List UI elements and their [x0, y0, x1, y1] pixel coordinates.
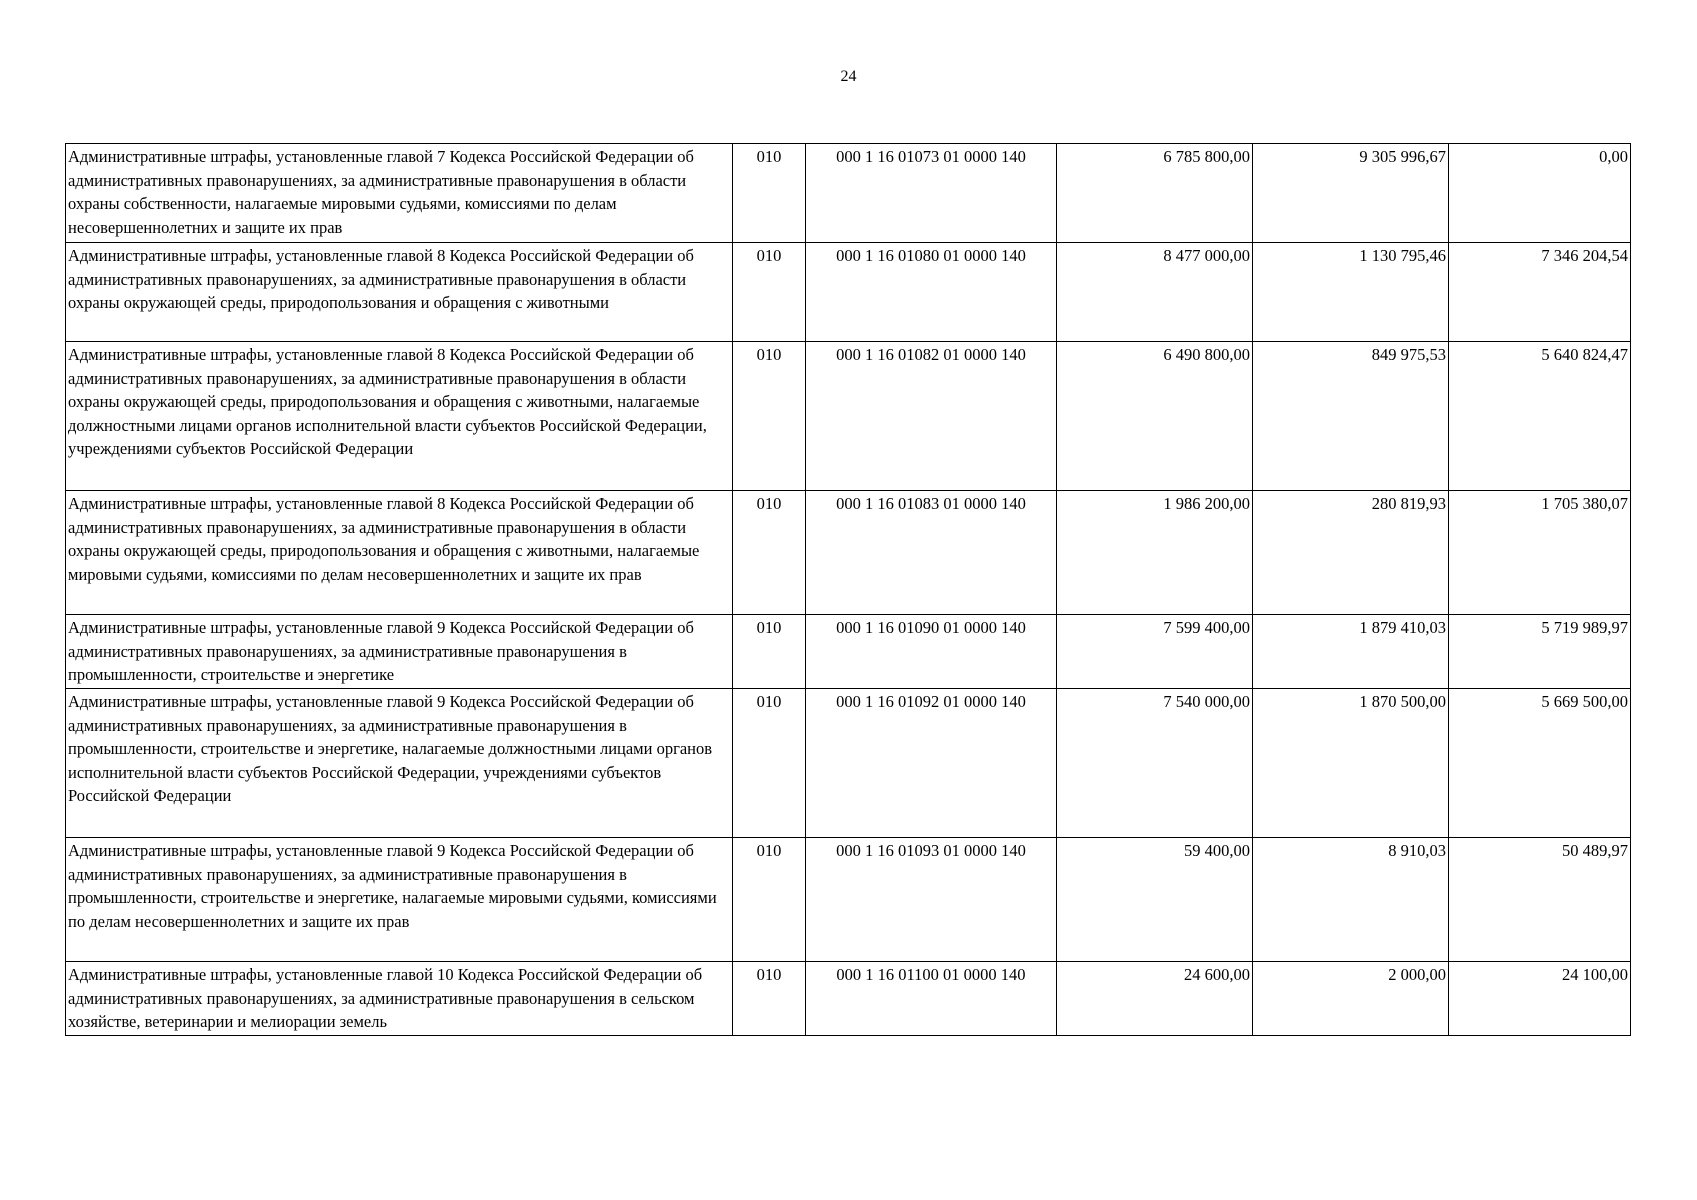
row-description: Административные штрафы, установленные главой 9 Кодекса Российской Федерации об административных правонарушениях, за административные правонарушения в промышленности, строительстве и энергетике, налагаемые мировыми судьями, комиссиями по делам несовершеннолетних и защите их прав [66, 838, 733, 962]
row-description: Административные штрафы, установленные главой 8 Кодекса Российской Федерации об административных правонарушениях, за административные правонарушения в области охраны окружающей среды, природопользования и обращения с животными, налагаемые должностными лицами органов исполнительной власти субъектов Российской Федерации, учреждениями субъектов Российской Федерации [66, 342, 733, 491]
row-budget-classification-code: 000 1 16 01090 01 0000 140 [806, 615, 1057, 689]
row-remaining-amount: 1 705 380,07 [1449, 491, 1631, 615]
page-number: 24 [840, 68, 857, 85]
row-approved-amount: 8 477 000,00 [1057, 243, 1253, 342]
revenue-table [65, 143, 1631, 1036]
row-executed-amount: 1 870 500,00 [1253, 689, 1449, 838]
row-approved-amount: 24 600,00 [1057, 962, 1253, 1036]
row-line-code: 010 [733, 689, 806, 838]
row-approved-amount: 7 599 400,00 [1057, 615, 1253, 689]
row-description: Административные штрафы, установленные главой 10 Кодекса Российской Федерации об административных правонарушениях, за административные правонарушения в сельском хозяйстве, ветеринарии и мелиорации земель [66, 962, 733, 1036]
row-budget-classification-code: 000 1 16 01083 01 0000 140 [806, 491, 1057, 615]
row-approved-amount: 7 540 000,00 [1057, 689, 1253, 838]
row-executed-amount: 1 879 410,03 [1253, 615, 1449, 689]
row-line-code: 010 [733, 615, 806, 689]
row-remaining-amount: 5 669 500,00 [1449, 689, 1631, 838]
table-row [66, 615, 1631, 689]
row-remaining-amount: 24 100,00 [1449, 962, 1631, 1036]
row-line-code: 010 [733, 838, 806, 962]
row-budget-classification-code: 000 1 16 01093 01 0000 140 [806, 838, 1057, 962]
row-executed-amount: 8 910,03 [1253, 838, 1449, 962]
row-budget-classification-code: 000 1 16 01080 01 0000 140 [806, 243, 1057, 342]
row-remaining-amount: 50 489,97 [1449, 838, 1631, 962]
row-remaining-amount: 5 719 989,97 [1449, 615, 1631, 689]
row-description: Административные штрафы, установленные главой 9 Кодекса Российской Федерации об административных правонарушениях, за административные правонарушения в промышленности, строительстве и энергетике, налагаемые должностными лицами органов исполнительной власти субъектов Российской Федерации, учреждениями субъектов Российской Федерации [66, 689, 733, 838]
table-row [66, 144, 1631, 243]
row-description: Административные штрафы, установленные главой 9 Кодекса Российской Федерации об административных правонарушениях, за административные правонарушения в промышленности, строительстве и энергетике [66, 615, 733, 689]
table-row [66, 962, 1631, 1036]
row-line-code: 010 [733, 342, 806, 491]
row-remaining-amount: 0,00 [1449, 144, 1631, 243]
row-executed-amount: 2 000,00 [1253, 962, 1449, 1036]
row-budget-classification-code: 000 1 16 01082 01 0000 140 [806, 342, 1057, 491]
row-executed-amount: 9 305 996,67 [1253, 144, 1449, 243]
row-approved-amount: 6 785 800,00 [1057, 144, 1253, 243]
row-approved-amount: 6 490 800,00 [1057, 342, 1253, 491]
row-description: Административные штрафы, установленные главой 7 Кодекса Российской Федерации об административных правонарушениях, за административные правонарушения в области охраны собственности, налагаемые мировыми судьями, комиссиями по делам несовершеннолетних и защите их прав [66, 144, 733, 243]
row-line-code: 010 [733, 491, 806, 615]
row-description: Административные штрафы, установленные главой 8 Кодекса Российской Федерации об административных правонарушениях, за административные правонарушения в области охраны окружающей среды, природопользования и обращения с животными [66, 243, 733, 342]
row-budget-classification-code: 000 1 16 01092 01 0000 140 [806, 689, 1057, 838]
table-row [66, 342, 1631, 491]
row-executed-amount: 849 975,53 [1253, 342, 1449, 491]
row-approved-amount: 59 400,00 [1057, 838, 1253, 962]
row-line-code: 010 [733, 962, 806, 1036]
table-row [66, 689, 1631, 838]
row-executed-amount: 1 130 795,46 [1253, 243, 1449, 342]
row-remaining-amount: 5 640 824,47 [1449, 342, 1631, 491]
row-remaining-amount: 7 346 204,54 [1449, 243, 1631, 342]
row-line-code: 010 [733, 144, 806, 243]
row-line-code: 010 [733, 243, 806, 342]
row-budget-classification-code: 000 1 16 01073 01 0000 140 [806, 144, 1057, 243]
table-row [66, 838, 1631, 962]
row-budget-classification-code: 000 1 16 01100 01 0000 140 [806, 962, 1057, 1036]
table-row [66, 243, 1631, 342]
row-approved-amount: 1 986 200,00 [1057, 491, 1253, 615]
row-executed-amount: 280 819,93 [1253, 491, 1449, 615]
table-row [66, 491, 1631, 615]
row-description: Административные штрафы, установленные главой 8 Кодекса Российской Федерации об административных правонарушениях, за административные правонарушения в области охраны окружающей среды, природопользования и обращения с животными, налагаемые мировыми судьями, комиссиями по делам несовершеннолетних и защите их прав [66, 491, 733, 615]
